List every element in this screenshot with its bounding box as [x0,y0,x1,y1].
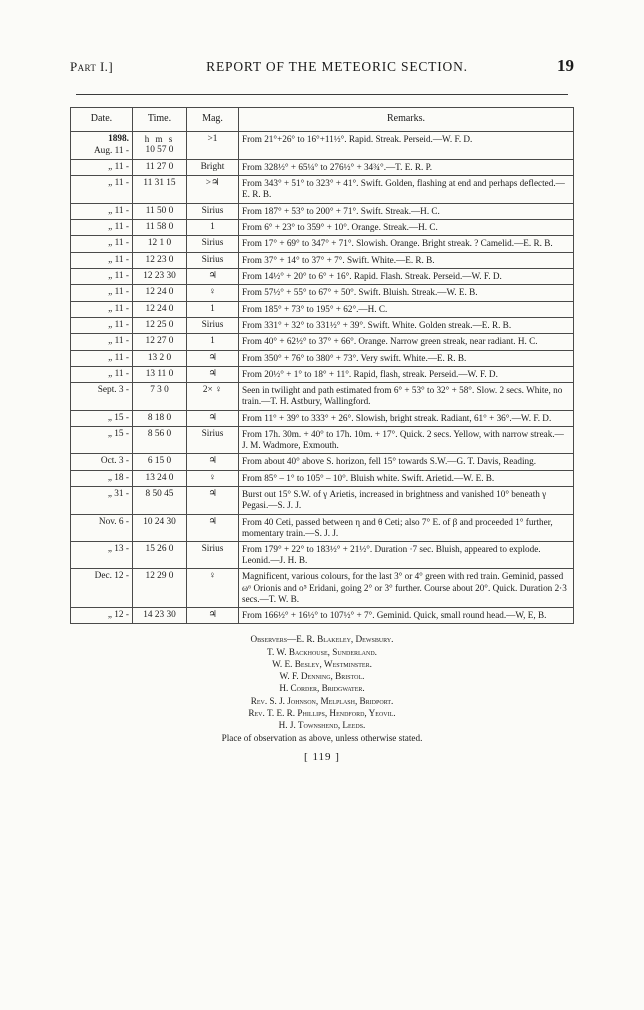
cell-date: „ 12 - [71,608,133,624]
cell-remarks: From 17° + 69° to 347° + 71°. Slowish. Orange. Bright streak. ? Camelid.—E. R. B. [239,236,574,252]
cell-date [71,132,133,160]
cell-mag: Sirius [187,252,239,268]
cell-time [133,132,187,160]
table-row [71,350,574,366]
cell-mag: ♃ [187,350,239,366]
year-label: 1898. [108,134,129,145]
cell-date: „ 11 - [71,334,133,350]
table-row [71,317,574,333]
cell-mag: 1 [187,301,239,317]
cell-time: 12 1 0 [133,236,187,252]
cell-time: 12 24 0 [133,285,187,301]
cell-time: 8 56 0 [133,426,187,453]
cell-mag: ♃ [187,268,239,284]
table-row [71,285,574,301]
cell-mag [187,132,239,160]
cell-mag: ♃ [187,608,239,624]
observers-lead: Observers—E. R. Blakeley, Dewsbury. [250,634,394,645]
cell-date: „ 11 - [71,252,133,268]
cell-mag: 1 [187,219,239,235]
table-row [71,252,574,268]
cell-remarks: From 57½° + 55° to 67° + 50°. Swift. Bluish. Streak.—W. E. B. [239,285,574,301]
table-row [71,569,574,608]
cell-mag: Sirius [187,317,239,333]
column-header-mag: Mag. [187,108,239,132]
cell-remarks: From 17h. 30m. + 40° to 17h. 10m. + 17°. Quick. 2 secs. Yellow, with narrow streak.— J. M. Wadmore, Exmouth. [239,426,574,453]
part-label: Part I.] [70,59,114,74]
cell-time: 13 11 0 [133,366,187,382]
table-row [71,541,574,568]
cell-remarks: Seen in twilight and path estimated from 6° + 53° to 32° + 58°. Slow. 2 secs. White, no train.—T. H. Astbury, Wallingford. [239,383,574,410]
cell-time: 12 23 0 [133,252,187,268]
cell-time: 13 24 0 [133,470,187,486]
cell-time: 8 18 0 [133,410,187,426]
table-row [71,454,574,470]
cell-remarks: Burst out 15° S.W. of γ Arietis, increased in brightness and vanished 10° beneath γ Pegasi.—S. J. J. [239,487,574,514]
cell-mag: ♃ [187,410,239,426]
cell-mag: Sirius [187,203,239,219]
time-subhead: h m s [144,134,175,145]
cell-time: 11 31 15 [133,176,187,203]
cell-remarks: From 166½° + 16½° to 107½° + 7°. Geminid. Quick, small round head.—W, E, B. [239,608,574,624]
section-title: REPORT OF THE METEORIC SECTION. [206,59,468,74]
cell-time: 11 58 0 [133,219,187,235]
cell-date: „ 15 - [71,426,133,453]
folio-number: [ 119 ] [304,751,340,764]
cell-remarks: Magnificent, various colours, for the last 3° or 4° green with red train. Geminid, passed ω⁶ Orionis and o⁵ Eridani, going 2° or 3° further. Course about 20°. Quick. Duration 2·3 secs.—T. W. B. [239,569,574,608]
table-row [71,426,574,453]
observer-entry: H. J. Townshend, Leeds. [278,720,366,731]
cell-time: 13 2 0 [133,350,187,366]
cell-date: Oct. 3 - [71,454,133,470]
cell-mag: 2× ♀ [187,383,239,410]
cell-time: 14 23 30 [133,608,187,624]
cell-time: 6 15 0 [133,454,187,470]
cell-date: „ 11 - [71,350,133,366]
cell-date: „ 11 - [71,219,133,235]
cell-date: „ 11 - [71,159,133,175]
cell-date: „ 11 - [71,236,133,252]
cell-remarks: From 37° + 14° to 37° + 7°. Swift. White.—E. R. B. [239,252,574,268]
cell-date: „ 11 - [71,366,133,382]
cell-remarks: From 179° + 22° to 183½° + 21½°. Duration ·7 sec. Bluish, appeared to explode. Leonid.—J. H. B. [239,541,574,568]
cell-mag: 1 [187,334,239,350]
running-head [70,56,574,82]
cell-remarks: From 343° + 51° to 323° + 41°. Swift. Golden, flashing at end and perhaps deflected.—E. R. B. [239,176,574,203]
cell-date: „ 11 - [71,301,133,317]
table-row [71,268,574,284]
cell-date: Nov. 6 - [71,514,133,541]
cell-time: 11 50 0 [133,203,187,219]
table-row [71,203,574,219]
cell-mag: ♀ [187,285,239,301]
cell-date: „ 15 - [71,410,133,426]
cell-time: 15 26 0 [133,541,187,568]
cell-mag: >♃ [187,176,239,203]
table-row [71,219,574,235]
cell-date: „ 11 - [71,317,133,333]
cell-time: 7 3 0 [133,383,187,410]
cell-mag: Sirius [187,541,239,568]
cell-date: „ 11 - [71,285,133,301]
table-row [71,366,574,382]
meteor-observations-table [70,107,574,624]
cell-time: 12 24 0 [133,301,187,317]
cell-remarks: From 328½° + 65¼° to 276½° + 34¾°.—T. E. R. P. [239,159,574,175]
cell-remarks: From 20½° + 1° to 18° + 11°. Rapid, flash, streak. Perseid.—W. F. D. [239,366,574,382]
observers-list [70,633,574,744]
column-header-time: Time. [133,108,187,132]
cell-remarks: From 350° + 76° to 380° + 73°. Very swift. White.—E. R. B. [239,350,574,366]
observer-entry: Rev. S. J. Johnson, Melplash, Bridport. [250,695,394,706]
table-row [71,176,574,203]
cell-time: 11 27 0 [133,159,187,175]
cell-remarks: From 40° + 62½° to 37° + 66°. Orange. Narrow green streak, near radiant. H. C. [239,334,574,350]
table-body [71,132,574,624]
date-value: Aug. 11 - [93,145,129,156]
time-value: 10 57 0 [145,145,174,156]
observer-entry: H. Corder, Bridgwater. [279,683,365,694]
cell-mag: ♀ [187,569,239,608]
table-header-row [71,108,574,132]
cell-time: 8 50 45 [133,487,187,514]
cell-mag: ♃ [187,366,239,382]
header-rule [76,94,568,95]
cell-mag: ♃ [187,487,239,514]
cell-date: Dec. 12 - [71,569,133,608]
cell-time: 12 29 0 [133,569,187,608]
table-row [71,514,574,541]
table-row [71,159,574,175]
observer-entry: T. W. Backhouse, Sunderland. [267,646,377,657]
cell-mag: Sirius [187,236,239,252]
cell-mag: ♃ [187,454,239,470]
table-row [71,383,574,410]
cell-remarks: From 85° – 1° to 105° – 10°. Bluish white. Swift. Arietid.—W. E. B. [239,470,574,486]
cell-date: „ 11 - [71,176,133,203]
observers-note: Place of observation as above, unless otherwise stated. [221,733,423,744]
observer-entry: W. F. Denning, Bristol. [279,671,365,682]
cell-mag: Bright [187,159,239,175]
cell-remarks: From 14½° + 20° to 6° + 16°. Rapid. Flash. Streak. Perseid.—W. F. D. [239,268,574,284]
cell-date: „ 31 - [71,487,133,514]
observer-entry: W. E. Besley, Westminster. [272,658,372,669]
cell-date: „ 18 - [71,470,133,486]
column-header-remarks: Remarks. [239,108,574,132]
cell-remarks: From about 40° above S. horizon, fell 15° towards S.W.—G. T. Davis, Reading. [239,454,574,470]
cell-date: Sept. 3 - [71,383,133,410]
cell-remarks: From 40 Ceti, passed between η and θ Ceti; also 7° E. of β and proceeded 1° further, momentary train.—S. J. J. [239,514,574,541]
cell-time: 12 25 0 [133,317,187,333]
cell-remarks: From 11° + 39° to 333° + 26°. Slowish, bright streak. Radiant, 61° + 36°.—W. F. D. [239,410,574,426]
table-row [71,132,574,160]
page-number: 19 [557,56,574,75]
cell-remarks: From 21°+26° to 16°+11½°. Rapid. Streak. Perseid.—W. F. D. [239,132,574,160]
table-row [71,236,574,252]
cell-remarks: From 185° + 73° to 195° + 62°.—H. C. [239,301,574,317]
cell-date: „ 11 - [71,268,133,284]
cell-time: 12 27 0 [133,334,187,350]
table-row [71,334,574,350]
cell-date: „ 13 - [71,541,133,568]
observer-entry: Rev. T. E. R. Phillips, Hendford, Yeovil. [248,707,396,718]
table-row [71,608,574,624]
mag-value: >1 [207,134,218,145]
cell-remarks: From 6° + 23° to 359° + 10°. Orange. Streak.—H. C. [239,219,574,235]
table-row [71,487,574,514]
table-row [71,301,574,317]
cell-mag: Sirius [187,426,239,453]
cell-time: 12 23 30 [133,268,187,284]
cell-date: „ 11 - [71,203,133,219]
cell-mag: ♀ [187,470,239,486]
column-header-date: Date. [71,108,133,132]
cell-mag: ♃ [187,514,239,541]
table-row [71,470,574,486]
table-row [71,410,574,426]
cell-time: 10 24 30 [133,514,187,541]
cell-remarks: From 331° + 32° to 331½° + 39°. Swift. White. Golden streak.—E. R. B. [239,317,574,333]
cell-remarks: From 187° + 53° to 200° + 71°. Swift. Streak.—H. C. [239,203,574,219]
